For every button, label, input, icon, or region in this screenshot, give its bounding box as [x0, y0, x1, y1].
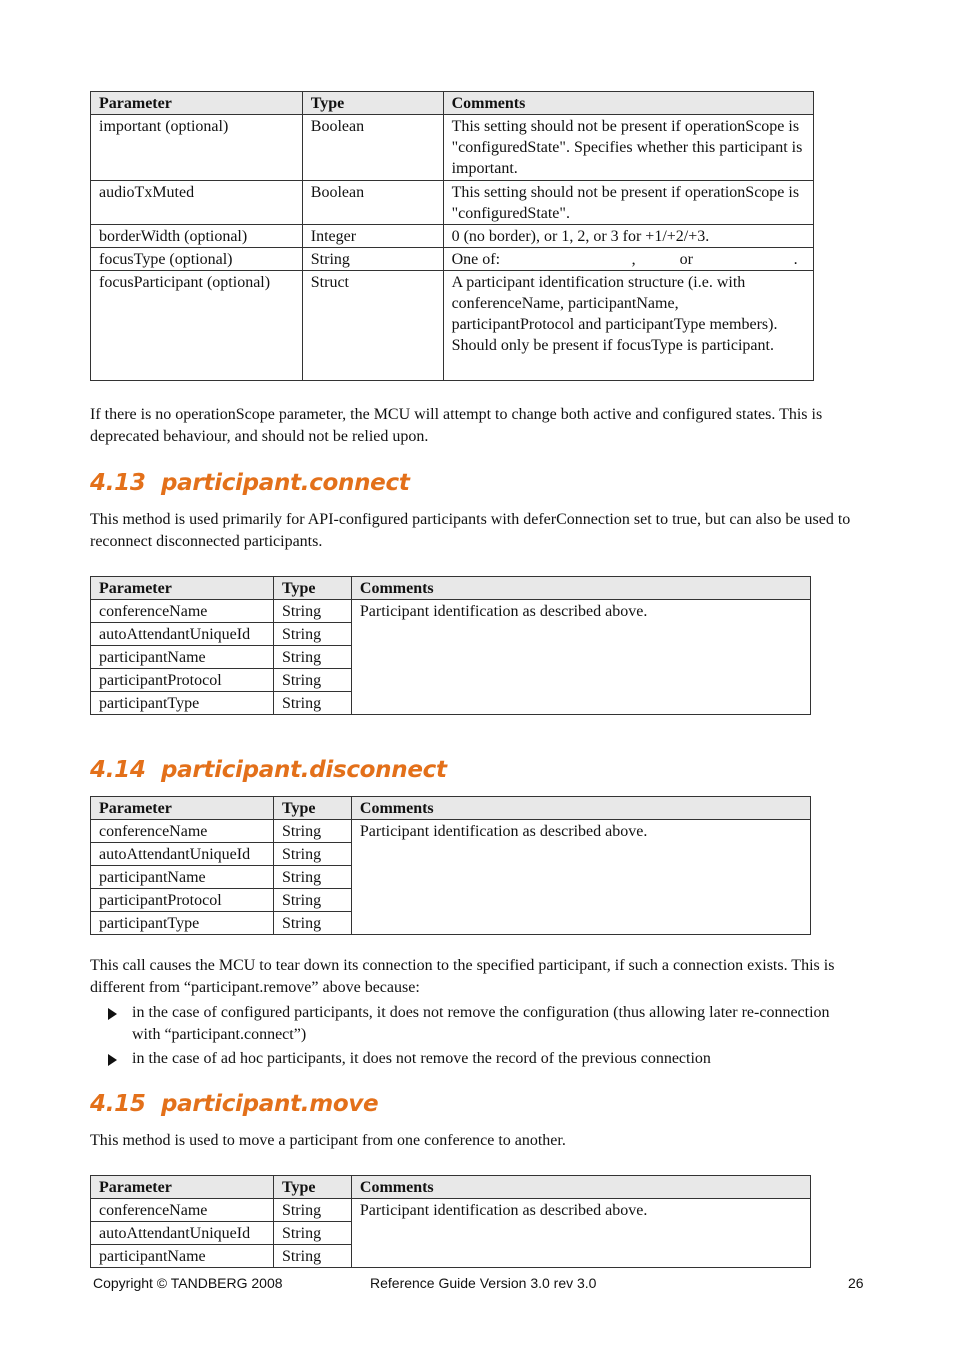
section-heading-4-14: [90, 757, 447, 783]
param-name: important (optional): [91, 115, 303, 181]
param-name: participantProtocol: [91, 889, 274, 912]
param-type: String: [273, 912, 351, 935]
table-row: [91, 181, 814, 225]
bullet-text: in the case of configured participants, it does not remove the configuration (thus allowing later re-connection with “participant.connect”): [132, 1004, 830, 1043]
param-type: Boolean: [302, 115, 443, 181]
param-type: String: [273, 889, 351, 912]
param-type: String: [273, 646, 351, 669]
footer-page-number: 26: [848, 1275, 864, 1291]
move-parameter-table: [90, 1175, 811, 1268]
param-name: conferenceName: [91, 1199, 274, 1222]
parameter-table-continued: [90, 91, 814, 381]
param-name: focusType (optional): [91, 248, 303, 271]
column-header-parameter: Parameter: [91, 1176, 274, 1199]
disconnect-parameter-table: [90, 796, 811, 935]
column-header-parameter: Parameter: [91, 577, 274, 600]
section-title: participant.move: [160, 1091, 379, 1117]
column-header-type: Type: [302, 92, 443, 115]
param-type: String: [302, 248, 443, 271]
param-type: Integer: [302, 225, 443, 248]
triangle-bullet-icon: [108, 1008, 117, 1020]
param-comment: This setting should not be present if operationScope is "configuredState".: [443, 181, 813, 225]
focus-type-separator-period: .: [793, 251, 798, 268]
param-name: autoAttendantUniqueId: [91, 843, 274, 866]
bullet-text: in the case of ad hoc participants, it does not remove the record of the previous connection: [132, 1050, 711, 1067]
column-header-parameter: Parameter: [91, 797, 274, 820]
param-name: conferenceName: [91, 820, 274, 843]
param-name: participantType: [91, 912, 274, 935]
param-comment: A participant identification structure (i.e. with conferenceName, participantName, participantProtocol and participantType members). Should only be present if focusType is participant.: [443, 271, 813, 381]
column-header-type: Type: [273, 1176, 351, 1199]
section-description: This method is used to move a participant from one conference to another.: [90, 1132, 566, 1149]
disconnect-explanation: This call causes the MCU to tear down its connection to the specified participant, if such a connection exists. This is different from “participant.remove” above because:: [90, 957, 835, 996]
param-name: participantType: [91, 692, 274, 715]
param-name: audioTxMuted: [91, 181, 303, 225]
table-row: [91, 115, 814, 181]
operation-scope-note: If there is no operationScope parameter, the MCU will attempt to change both active and configured states. This is deprecated behaviour, and should not be relied upon.: [90, 406, 823, 445]
column-header-type: Type: [273, 577, 351, 600]
focus-type-separator-or: or: [679, 251, 693, 268]
param-type: String: [273, 820, 351, 843]
param-name: participantName: [91, 1245, 274, 1268]
param-comment: Participant identification as described above.: [351, 820, 810, 935]
param-name: participantName: [91, 866, 274, 889]
param-type: String: [273, 866, 351, 889]
param-type: String: [273, 1222, 351, 1245]
triangle-bullet-icon: [108, 1054, 117, 1066]
table-row: [91, 248, 814, 271]
param-type: String: [273, 600, 351, 623]
param-type: Boolean: [302, 181, 443, 225]
param-type: String: [273, 692, 351, 715]
param-type: String: [273, 669, 351, 692]
param-name: autoAttendantUniqueId: [91, 1222, 274, 1245]
footer-copyright: Copyright © TANDBERG 2008: [93, 1275, 283, 1291]
table-header-row: [91, 797, 811, 820]
column-header-type: Type: [273, 797, 351, 820]
table-row: [91, 600, 811, 623]
section-number: 4.15: [90, 1091, 146, 1117]
section-description: This method is used primarily for API-configured participants with deferConnection set to true, but can also be used to reconnect disconnected participants.: [90, 511, 851, 550]
column-header-comments: Comments: [351, 577, 810, 600]
table-row: [91, 820, 811, 843]
connect-parameter-table: [90, 576, 811, 715]
table-row: [91, 1199, 811, 1222]
param-type: String: [273, 1199, 351, 1222]
param-comment: Participant identification as described above.: [351, 1199, 810, 1268]
table-row: [91, 225, 814, 248]
section-title: participant.connect: [160, 470, 410, 496]
footer-guide-version: Reference Guide Version 3.0 rev 3.0: [370, 1275, 597, 1291]
param-type: String: [273, 623, 351, 646]
column-header-comments: Comments: [351, 1176, 810, 1199]
focus-type-separator-comma: ,: [631, 251, 636, 268]
param-type: Struct: [302, 271, 443, 381]
param-comment-focus-type: [443, 248, 813, 271]
param-name: conferenceName: [91, 600, 274, 623]
column-header-comments: Comments: [443, 92, 813, 115]
section-number: 4.13: [90, 470, 146, 496]
param-name: borderWidth (optional): [91, 225, 303, 248]
column-header-parameter: Parameter: [91, 92, 303, 115]
param-type: String: [273, 843, 351, 866]
param-comment: This setting should not be present if operationScope is "configuredState". Specifies whether this participant is important.: [443, 115, 813, 181]
table-header-row: [91, 577, 811, 600]
table-row: [91, 271, 814, 381]
section-heading-4-13: [90, 470, 410, 496]
section-heading-4-15: [90, 1091, 378, 1117]
param-name: participantName: [91, 646, 274, 669]
param-name: autoAttendantUniqueId: [91, 623, 274, 646]
param-comment: 0 (no border), or 1, 2, or 3 for +1/+2/+3.: [443, 225, 813, 248]
param-type: String: [273, 1245, 351, 1268]
param-name: participantProtocol: [91, 669, 274, 692]
column-header-comments: Comments: [351, 797, 810, 820]
section-title: participant.disconnect: [160, 757, 447, 783]
param-name: focusParticipant (optional): [91, 271, 303, 381]
table-header-row: [91, 92, 814, 115]
param-comment: Participant identification as described above.: [351, 600, 810, 715]
table-header-row: [91, 1176, 811, 1199]
section-number: 4.14: [90, 757, 146, 783]
focus-type-label: One of:: [451, 251, 501, 268]
